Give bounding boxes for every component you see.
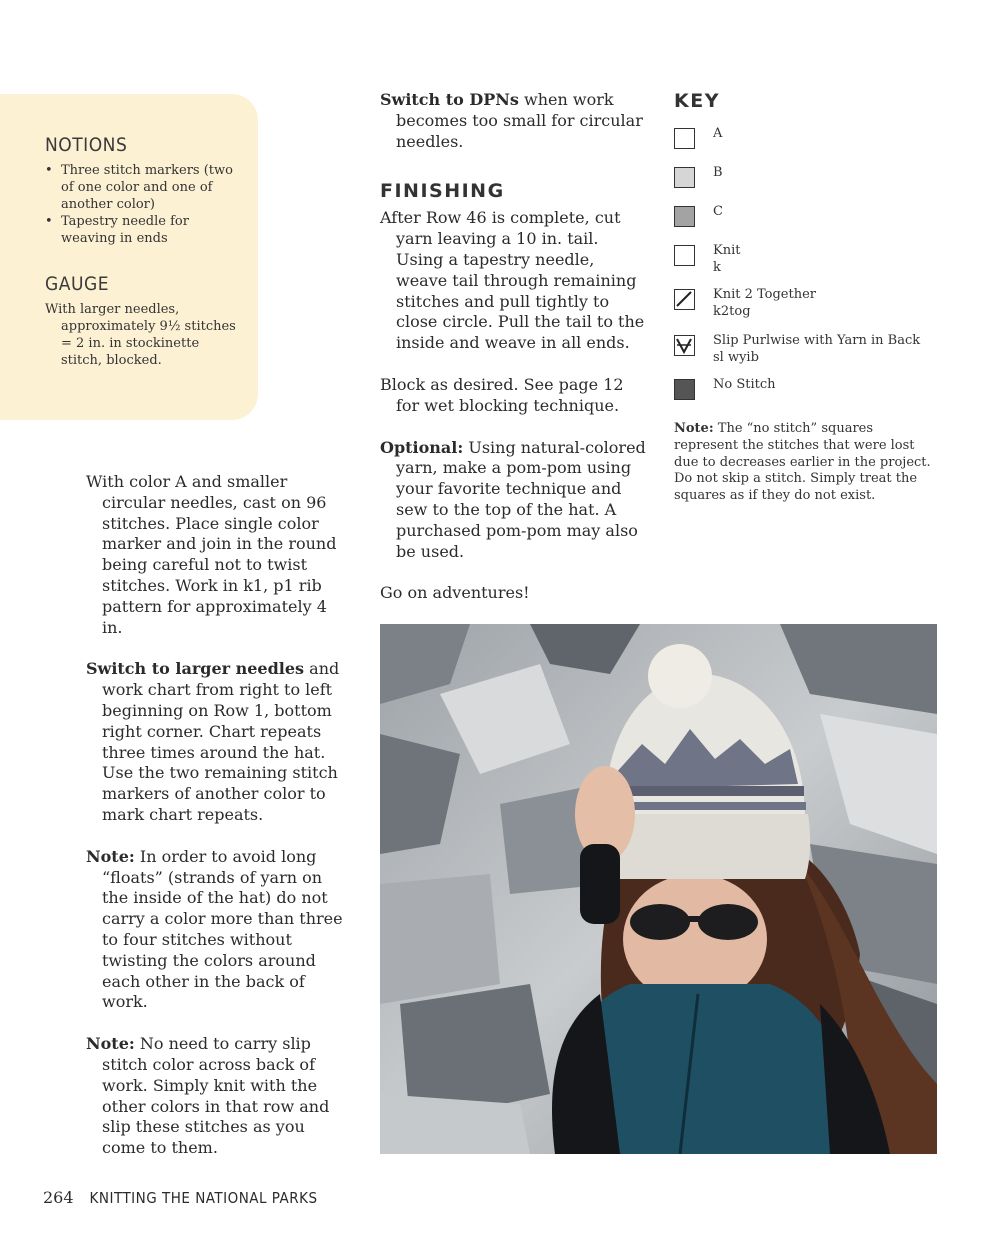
instruction-paragraph: With color A and smaller circular needles, cast on 96 stitches. Place single color marker and join in the round being careful not to twist stitches. Work in k1, p1 rib pattern for approximately 4 in. [86,472,337,637]
page-number: 264 [43,1188,74,1207]
notions-item: • Three stitch markers (two of one color and one of another color) [45,162,238,213]
slash-icon [674,289,695,310]
middle-column [380,90,650,625]
finishing-paragraph: Go on adventures! [380,583,530,603]
finishing-paragraph: Block as desired. See page 12 for wet blocking technique. [380,374,624,415]
key-label: Knit [713,243,741,258]
page-footer [43,1188,318,1207]
left-column [86,472,352,1180]
key-label: C [713,204,723,219]
color-swatch [674,167,695,188]
finishing-paragraph: Optional: Using natural-colored yarn, make a pom-pom using your favorite technique and sew to the top of the hat. A purchased pom-pom may also be used. [380,437,646,561]
color-swatch [674,128,695,149]
notions-item: • Tapestry needle for weaving in ends [45,213,238,247]
gauge-heading: GAUGE [45,273,109,295]
key-note: Note: The “no stitch” squares represent the stitches that were lost due to decreases earlier in the project. Do not skip a stitch. Simply treat the squares as if they do not exist. [674,421,931,504]
key-label: Knit 2 Together [713,287,817,302]
color-swatch [674,245,695,266]
photo-illustration [380,624,937,1154]
color-swatch [674,206,695,227]
chart-key [674,90,939,505]
key-abbrev: sl wyib [713,349,759,365]
v-check-icon [674,335,695,356]
notions-sidebar [0,94,258,420]
key-abbrev: k2tog [713,303,751,319]
key-item [674,165,939,204]
finishing-heading: FINISHING [380,180,505,203]
notions-list [45,162,238,247]
key-label: No Stitch [713,377,776,392]
note-paragraph: Note: In order to avoid long “floats” (strands of yarn on the inside of the hat) do not carry a color more than three to four stitches without twisting the colors around each other in the back of work. [86,846,343,1012]
instruction-paragraph: Switch to DPNs when work becomes too small for circular needles. [380,90,643,151]
instruction-paragraph: Switch to larger needles and work chart from right to left beginning on Row 1, bottom right corner. Chart repeats three times around the hat. Use the two remaining stitch markers of another color to mark chart repeats. [86,659,340,824]
hat-photo [380,624,937,1154]
key-label: A [713,126,723,141]
key-item [674,204,939,243]
key-abbrev: k [713,259,721,275]
key-item [674,287,939,333]
key-item [674,126,939,165]
key-item [674,243,939,287]
gauge-text: With larger needles, approximately 9½ stitches = 2 in. in stockinette stitch, blocked. [45,302,236,368]
book-title: KNITTING THE NATIONAL PARKS [89,1189,318,1207]
key-heading: KEY [674,90,720,112]
key-item [674,377,939,411]
color-swatch [674,379,695,400]
key-item [674,333,939,377]
finishing-paragraph: After Row 46 is complete, cut yarn leaving a 10 in. tail. Using a tapestry needle, weave tail through remaining stitches and pull tightly to close circle. Pull the tail to the inside and weave in all ends. [380,208,645,353]
notions-heading: NOTIONS [45,134,128,156]
key-label: Slip Purlwise with Yarn in Back [713,333,921,348]
note-paragraph: Note: No need to carry slip stitch color across back of work. Simply knit with the other colors in that row and slip these stitches as you come to them. [86,1034,330,1158]
key-label: B [713,165,723,180]
